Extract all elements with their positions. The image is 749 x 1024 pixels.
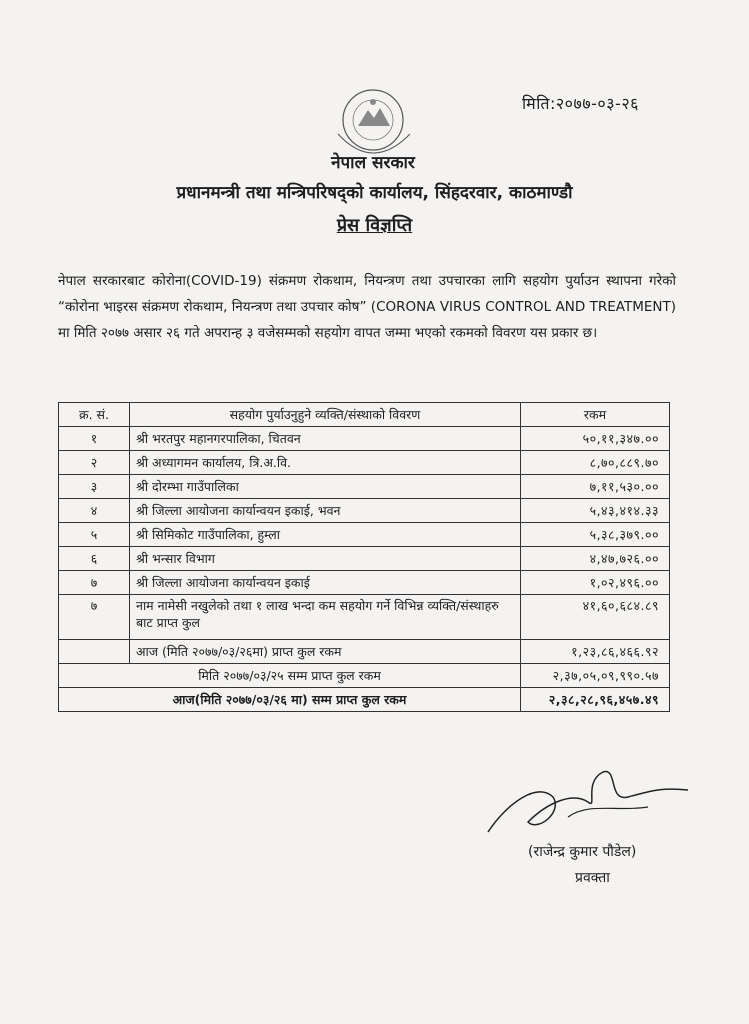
table-row [59,595,670,640]
row-amount: ४१,६०,६८४.८९ [521,595,670,640]
total-empty-cell [59,640,130,664]
row-description: श्री जिल्ला आयोजना कार्यान्वयन इकाई [130,571,521,595]
table-row [59,547,670,571]
row-sn: २ [59,451,130,475]
row-sn: ५ [59,523,130,547]
total-label: मिति २०७७/०३/२५ सम्म प्राप्त कुल रकम [59,664,521,688]
header-sn: क्र. सं. [59,403,130,427]
row-description: श्री भन्सार विभाग [130,547,521,571]
document-date: मिति:२०७७-०३-२६ [522,94,639,113]
row-amount: ५,४३,४१४.३३ [521,499,670,523]
office-name: प्रधानमन्त्री तथा मन्त्रिपरिषद्को कार्यालय, सिंहदरवार, काठमाण्डौ [176,183,573,203]
total-row-today [59,640,670,664]
body-paragraph: नेपाल सरकारबाट कोरोना(COVID-19) संक्रमण रोकथाम, नियन्त्रण तथा उपचारका लागि सहयोग पुर्याउन स्थापना गरेको “कोरोना भाइरस संक्रमण रोकथाम, नियन्त्रण तथा उपचार कोष” (CORONA VIRUS CONTROL AND TREATMENT) मा मिति २०७७ असार २६ गते अपरान्ह ३ वजेसम्मको सहयोग वापत जम्मा भएको रकमको विवरण यस प्रकार छ। [58,273,676,341]
row-amount: १,०२,४९६.०० [521,571,670,595]
row-sn: १ [59,427,130,451]
total-amount: २,३७,०५,०९,९९०.५७ [521,664,670,688]
total-row-grand [59,688,670,712]
table-row [59,427,670,451]
row-description: श्री अध्यागमन कार्यालय, त्रि.अ.वि. [130,451,521,475]
government-name: नेपाल सरकार [331,153,415,173]
total-amount: १,२३,८६,४६६.९२ [521,640,670,664]
row-description: श्री दोरम्भा गाउँपालिका [130,475,521,499]
header-amount: रकम [521,403,670,427]
signatory-role: प्रवक्ता [575,870,610,886]
grand-total-label: आज(मिति २०७७/०३/२६ मा) सम्म प्राप्त कुल रकम [59,688,521,712]
row-description: श्री सिमिकोट गाउँपालिका, हुम्ला [130,523,521,547]
table-row [59,499,670,523]
row-description: श्री भरतपुर महानगरपालिका, चितवन [130,427,521,451]
row-sn: ७ [59,571,130,595]
signatory-name: (राजेन्द्र कुमार पौडेल) [528,844,637,860]
row-amount: ५०,११,३४७.०० [521,427,670,451]
press-release-title: प्रेस विज्ञप्ति [336,215,413,236]
header-description: सहयोग पुर्याउनुहुने व्यक्ति/संस्थाको विवरण [130,403,521,427]
table-row [59,451,670,475]
row-amount: ४,४७,७२६.०० [521,547,670,571]
signature-scribble [478,762,708,842]
contributions-table [58,402,670,712]
row-sn: ४ [59,499,130,523]
total-row-previous [59,664,670,688]
row-sn: ७ [59,595,130,640]
table-row [59,571,670,595]
total-label: आज (मिति २०७७/०३/२६मा) प्राप्त कुल रकम [130,640,521,664]
row-description: नाम नामेसी नखुलेको तथा १ लाख भन्दा कम सहयोग गर्ने विभिन्न व्यक्ति/संस्थाहरु बाट प्राप्त कुल [130,595,521,640]
table-header-row [59,403,670,427]
row-amount: ५,३८,३७९.०० [521,523,670,547]
grand-total-amount: २,३८,२८,९६,४५७.४९ [521,688,670,712]
table-row [59,523,670,547]
row-amount: ७,११,५३०.०० [521,475,670,499]
row-sn: ३ [59,475,130,499]
row-sn: ६ [59,547,130,571]
table-row [59,475,670,499]
row-amount: ८,७०,८८९.७० [521,451,670,475]
row-description: श्री जिल्ला आयोजना कार्यान्वयन इकाई, भवन [130,499,521,523]
